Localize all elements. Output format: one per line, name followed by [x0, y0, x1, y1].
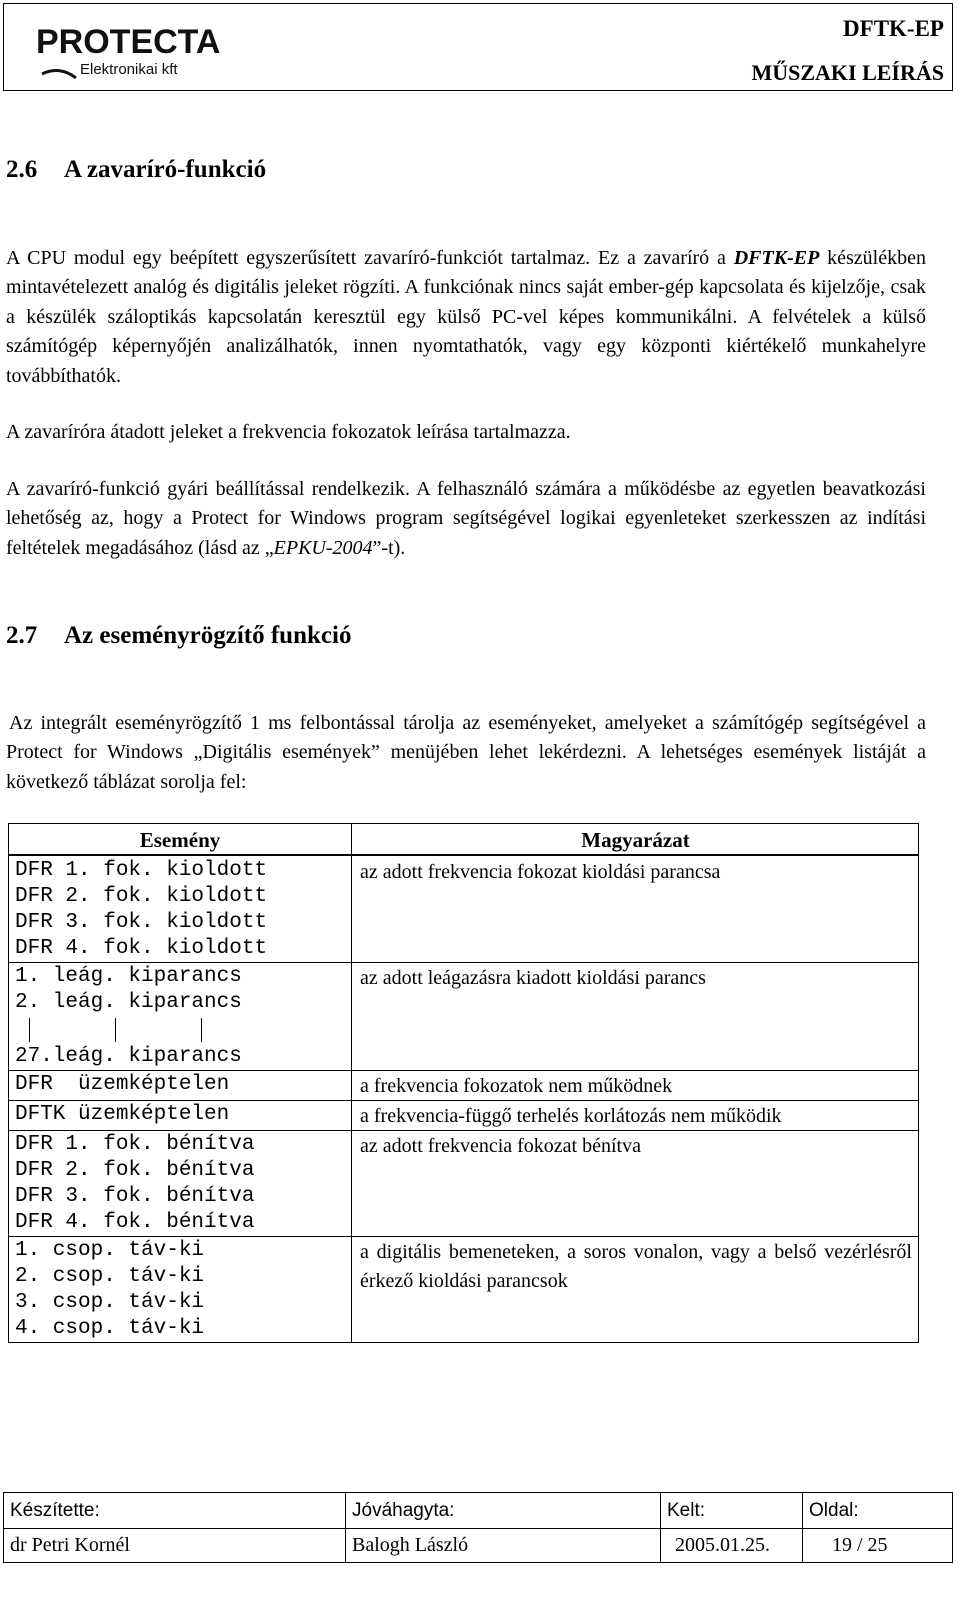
paragraph-text: ”-t). — [372, 536, 406, 559]
event-cell: DFR 3. fok. bénítva — [15, 1185, 255, 1208]
explanation-cell: a frekvencia-függő terhelés korlátozás nem működik — [360, 1105, 782, 1127]
header-divider — [9, 854, 918, 856]
event-cell: DFR üzemképtelen — [15, 1073, 230, 1096]
section-number: 2.7 — [6, 622, 38, 649]
section-number: 2.6 — [6, 156, 38, 183]
section-title: A zavaríró-funkció — [64, 156, 267, 183]
footer-column-divider — [660, 1493, 661, 1562]
footer-label-approved: Jóváhagyta: — [352, 1500, 455, 1521]
company-logo — [36, 22, 231, 80]
document-type: MŰSZAKI LEÍRÁS — [751, 60, 944, 85]
page-footer — [3, 1492, 953, 1563]
row-divider — [9, 962, 918, 963]
footer-row-divider — [4, 1528, 952, 1529]
event-cell: 2. csop. táv-ki — [15, 1265, 205, 1288]
explanation-cell: az adott frekvencia fokozat kioldási parancsa — [360, 861, 721, 883]
paragraph-event-recorder: Az integrált eseményrögzítő 1 ms felbontással tárolja az eseményeket, amelyeket a számítógép segítségével a Protect for Windows „Digitális események” menüjében lehet lekérdezni. A lehetséges események listáját a következő táblázat sorolja fel: — [6, 712, 926, 793]
explanation-cell: az adott frekvencia fokozat bénítva — [360, 1135, 641, 1157]
event-cell: 3. csop. táv-ki — [15, 1291, 205, 1314]
event-cell: 1. leág. kiparancs — [15, 965, 242, 988]
section-heading-2-7 — [6, 622, 351, 650]
paragraph-text: A zavaríró-funkció gyári beállítással rendelkezik. A felhasználó számára a működésbe az egyetlen beavatkozási lehetőség az, hogy a Protect for Windows program segítségével logikai egyenleteket szerkesszen az indítási feltételek megadásához (lásd az „ — [6, 478, 926, 559]
column-header-event: Esemény — [139, 828, 221, 852]
logo-swoosh-icon — [36, 24, 80, 80]
event-cell: DFR 2. fok. kioldott — [15, 885, 268, 908]
logo-text: PROTECTA — [36, 23, 221, 61]
footer-column-divider — [802, 1493, 803, 1562]
event-cell: 27.leág. kiparancs — [15, 1045, 242, 1068]
event-cell: DFR 2. fok. bénítva — [15, 1159, 255, 1182]
explanation-cell: a digitális bemeneteken, a soros vonalon, vagy a belső vezérlésről érkező kioldási parancsok — [360, 1241, 912, 1292]
footer-page-number: 19 / 25 — [832, 1534, 888, 1556]
footer-column-divider — [345, 1493, 346, 1562]
paragraph-signals: A zavaríróra átadott jeleket a frekvencia fokozatok leírása tartalmazza. — [6, 421, 571, 443]
section-title: Az eseményrögzítő funkció — [64, 622, 352, 649]
events-table — [8, 823, 919, 1343]
event-cell: 4. csop. táv-ki — [15, 1317, 205, 1340]
paragraph-cpu-module — [6, 244, 926, 391]
event-cell: DFR 4. fok. kioldott — [15, 937, 268, 960]
logo-subtitle: Elektronikai kft — [80, 61, 178, 78]
footer-approver: Balogh László — [352, 1534, 469, 1556]
row-divider — [9, 1070, 918, 1071]
page-header — [3, 3, 953, 91]
footer-date: 2005.01.25. — [675, 1534, 770, 1556]
event-cell: DFR 1. fok. bénítva — [15, 1133, 255, 1156]
column-divider — [351, 824, 352, 1342]
footer-label-author: Készítette: — [10, 1500, 100, 1521]
event-cell: DFR 4. fok. bénítva — [15, 1211, 255, 1234]
event-cell: 1. csop. táv-ki — [15, 1239, 205, 1262]
footer-author: dr Petri Kornél — [10, 1534, 130, 1556]
section-heading-2-6 — [6, 156, 266, 184]
row-divider — [9, 1236, 918, 1237]
device-name: DFTK-EP — [733, 247, 820, 269]
event-cell: DFR 3. fok. kioldott — [15, 911, 268, 934]
paragraph-text: A CPU modul egy beépített egyszerűsített zavaríró-funkciót tartalmaz. Ez a zavaríró a — [6, 247, 734, 269]
explanation-cell: a frekvencia fokozatok nem működnek — [360, 1075, 673, 1097]
paragraph-settings — [6, 475, 926, 563]
footer-label-page: Oldal: — [809, 1500, 859, 1521]
document-code: DFTK-EP — [843, 16, 944, 41]
reference-doc: EPKU-2004 — [273, 536, 373, 559]
column-header-explanation: Magyarázat — [581, 828, 690, 852]
continuation-marks — [15, 1016, 345, 1042]
event-cell: 2. leág. kiparancs — [15, 991, 242, 1014]
row-divider — [9, 1130, 918, 1131]
event-cell: DFR 1. fok. kioldott — [15, 859, 268, 882]
row-divider — [9, 1100, 918, 1101]
event-cell: DFTK üzemképtelen — [15, 1103, 230, 1126]
footer-label-date: Kelt: — [667, 1500, 706, 1521]
paragraph-text: készülékben mintavételezett analóg és digitális jeleket rögzíti. A funkciónak nincs saját ember-gép kapcsolata és kijelzője, csak a készülék száloptikás kapcsolatán keresztül egy külső PC-vel képes kommunikálni. A felvételek a külső számítógép képernyőjén analizálhatók, innen nyomtathatók, vagy egy központi kiértékelő munkahelyre továbbíthatók. — [6, 247, 926, 387]
explanation-cell: az adott leágazásra kiadott kioldási parancs — [360, 967, 706, 989]
